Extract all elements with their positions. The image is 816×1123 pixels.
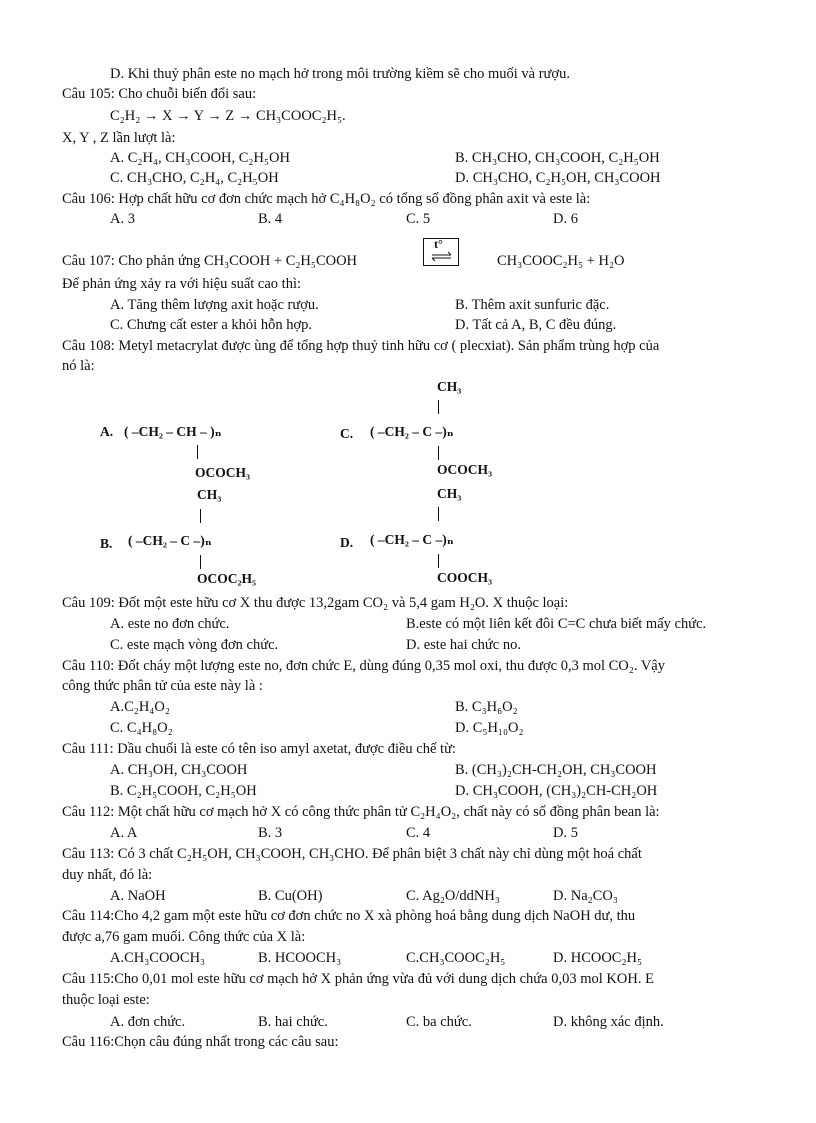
q112-option-d: D. 5 xyxy=(553,825,578,841)
q113-option-a: A. NaOH xyxy=(110,888,166,904)
q106-option-a: A. 3 xyxy=(110,211,135,227)
structure-a-substituent: OCOCH₃ xyxy=(195,465,251,480)
q113-line1: Câu 113: Có 3 chất C₂H₅OH, CH₃COOH, CH₃CHO. Để phân biệt 3 chất này chỉ dùng một hoá chất xyxy=(62,846,642,862)
q111-option-c: B. C₂H₅COOH, C₂H₅OH xyxy=(110,783,257,799)
q109-option-d: D. este hai chức no. xyxy=(406,637,521,653)
q107-option-c: C. Chưng cất ester a khỏi hỗn hợp. xyxy=(110,317,312,333)
q106-option-b: B. 4 xyxy=(258,211,283,227)
q115-option-b: B. hai chức. xyxy=(258,1014,328,1030)
q107-option-a: A. Tăng thêm lượng axit hoặc rượu. xyxy=(110,297,319,313)
structure-d-bottom-bond xyxy=(438,554,439,568)
structure-c-substituent: OCOCH₃ xyxy=(437,462,493,477)
q105-option-b: B. CH₃CHO, CH₃COOH, C₂H₅OH xyxy=(455,150,660,166)
q111-option-d: D. CH₃COOH, (CH₃)₂CH-CH₂OH xyxy=(455,783,658,799)
q110-option-d: D. C₅H₁₀O₂ xyxy=(455,720,524,736)
q114-option-b: B. HCOOCH₃ xyxy=(258,950,342,966)
structure-a-bond xyxy=(197,445,198,459)
structure-d-label: D. xyxy=(340,535,354,550)
q108-line2: nó là: xyxy=(62,358,95,374)
q114-line2: được a,76 gam muối. Công thức của X là: xyxy=(62,929,306,945)
q113-option-b: B. Cu(OH) xyxy=(258,888,323,904)
structure-d-substituent: COOCH₃ xyxy=(437,570,493,585)
q110-line2: công thức phân tử của este này là : xyxy=(62,678,263,694)
q105-option-c: C. CH₃CHO, C₂H₄, C₂H₅OH xyxy=(110,170,279,186)
q114-option-c: C.CH₃COOC₂H₅ xyxy=(406,950,506,966)
q116-label: Câu 116:Chọn câu đúng nhất trong các câu sau: xyxy=(62,1034,339,1050)
q112-option-a: A. A xyxy=(110,825,138,841)
q113-option-c: C. Ag₂O/ddNH₃ xyxy=(406,888,500,904)
structure-d-methyl: CH₃ xyxy=(437,486,462,501)
q105-chain: C₂H₂ → X → Y → Z → CH₃COOC₂H₅. xyxy=(110,108,346,124)
q105-sub: X, Y , Z lần lượt là: xyxy=(62,130,176,146)
q105-label: Câu 105: Cho chuỗi biến đổi sau: xyxy=(62,86,257,102)
structure-d-top-bond xyxy=(438,507,439,521)
q110-option-c: C. C₄H₈O₂ xyxy=(110,720,173,736)
structure-b-substituent: OCOC₂H₅ xyxy=(197,571,257,586)
q106-option-d: D. 6 xyxy=(553,211,578,227)
q115-line1: Câu 115:Cho 0,01 mol este hữu cơ mạch hở X phản ứng vừa đủ với dung dịch chứa 0,03 mol KOH. E xyxy=(62,971,654,987)
q109-option-a: A. este no đơn chức. xyxy=(110,616,230,632)
structure-c-chain: ( –CH₂ – C –)ₙ xyxy=(370,424,454,439)
structure-b-top-bond xyxy=(200,509,201,523)
q107-option-d: D. Tất cả A, B, C đều đúng. xyxy=(455,317,617,333)
q111-option-b: B. (CH₃)₂CH-CH₂OH, CH₃COOH xyxy=(455,762,657,778)
q115-option-c: C. ba chức. xyxy=(406,1014,472,1030)
q106-option-c: C. 5 xyxy=(406,211,431,227)
q112-option-b: B. 3 xyxy=(258,825,283,841)
q110-option-a: A.C₂H₄O₂ xyxy=(110,699,170,715)
q113-line2: duy nhất, đó là: xyxy=(62,867,153,883)
q114-option-d: D. HCOOC₂H₅ xyxy=(553,950,643,966)
q113-option-d: D. Na₂CO₃ xyxy=(553,888,618,904)
q114-line1: Câu 114:Cho 4,2 gam một este hữu cơ đơn chức no X xà phòng hoá bằng dung dịch NaOH dư, thu xyxy=(62,908,636,924)
q110-option-b: B. C₃H₆O₂ xyxy=(455,699,518,715)
q115-option-d: D. không xác định. xyxy=(553,1014,664,1030)
q107-product: CH₃COOC₂H₅ + H₂O xyxy=(497,253,625,269)
q109-option-c: C. este mạch vòng đơn chức. xyxy=(110,637,279,653)
reaction-arrow-box xyxy=(423,238,459,266)
q111-label: Câu 111: Dầu chuối là este có tên iso amyl axetat, được điều chế từ: xyxy=(62,741,456,757)
q115-option-a: A. đơn chức. xyxy=(110,1014,186,1030)
q109-label: Câu 109: Đốt một este hữu cơ X thu được 13,2gam CO₂ và 5,4 gam H₂O. X thuộc loại: xyxy=(62,595,569,611)
q108-line1: Câu 108: Metyl metacrylat được ùng để tổng hợp thuỷ tinh hữu cơ ( plecxiat). Sản phẩm trùng hợp của xyxy=(62,338,660,354)
structure-c-label: C. xyxy=(340,426,354,441)
q112-option-c: C. 4 xyxy=(406,825,431,841)
structure-b-methyl: CH₃ xyxy=(197,487,222,502)
q112-label: Câu 112: Một chất hữu cơ mạch hở X có công thức phân tử C₂H₄O₂, chất này có số đồng phân bean là: xyxy=(62,804,660,820)
structure-b-bottom-bond xyxy=(200,555,201,569)
structure-a-chain: ( –CH₂ – CH – )ₙ xyxy=(124,424,222,439)
q111-option-a: A. CH₃OH, CH₃COOH xyxy=(110,762,248,778)
q107-label: Câu 107: Cho phản ứng CH₃COOH + C₂H₅COOH xyxy=(62,253,358,269)
equilibrium-arrow-icon xyxy=(424,239,458,265)
structure-c-top-bond xyxy=(438,400,439,414)
q115-line2: thuộc loại este: xyxy=(62,992,150,1008)
q114-option-a: A.CH₃COOCH₃ xyxy=(110,950,206,966)
q106-label: Câu 106: Hợp chất hữu cơ đơn chức mạch hở C₄H₈O₂ có tổng số đồng phân axit và este là: xyxy=(62,191,591,207)
q107-sub: Để phản ứng xảy ra với hiệu suất cao thì: xyxy=(62,276,302,292)
structure-b-label: B. xyxy=(100,536,113,551)
q105-option-d: D. CH₃CHO, C₂H₅OH, CH₃COOH xyxy=(455,170,661,186)
q110-line1: Câu 110: Đốt cháy một lượng este no, đơn chức E, dùng đúng 0,35 mol oxi, thu được 0,3 mol CO₂. Vậy xyxy=(62,658,665,674)
structure-d-chain: ( –CH₂ – C –)ₙ xyxy=(370,532,454,547)
structure-a-label: A. xyxy=(100,424,114,439)
q105-option-a: A. C₂H₄, CH₃COOH, C₂H₅OH xyxy=(110,150,290,166)
q107-option-b: B. Thêm axit sunfuric đặc. xyxy=(455,297,610,313)
q109-option-b: B.este có một liên kết đôi C=C chưa biết mấy chức. xyxy=(406,616,707,632)
intro-option-d: D. Khi thuỷ phân este no mạch hở trong môi trường kiềm sẽ cho muối và rượu. xyxy=(110,66,570,82)
structure-b-chain: ( –CH₂ – C –)ₙ xyxy=(128,533,212,548)
structure-c-methyl: CH₃ xyxy=(437,379,462,394)
structure-c-bottom-bond xyxy=(438,446,439,460)
temperature-label: t° xyxy=(434,237,443,251)
